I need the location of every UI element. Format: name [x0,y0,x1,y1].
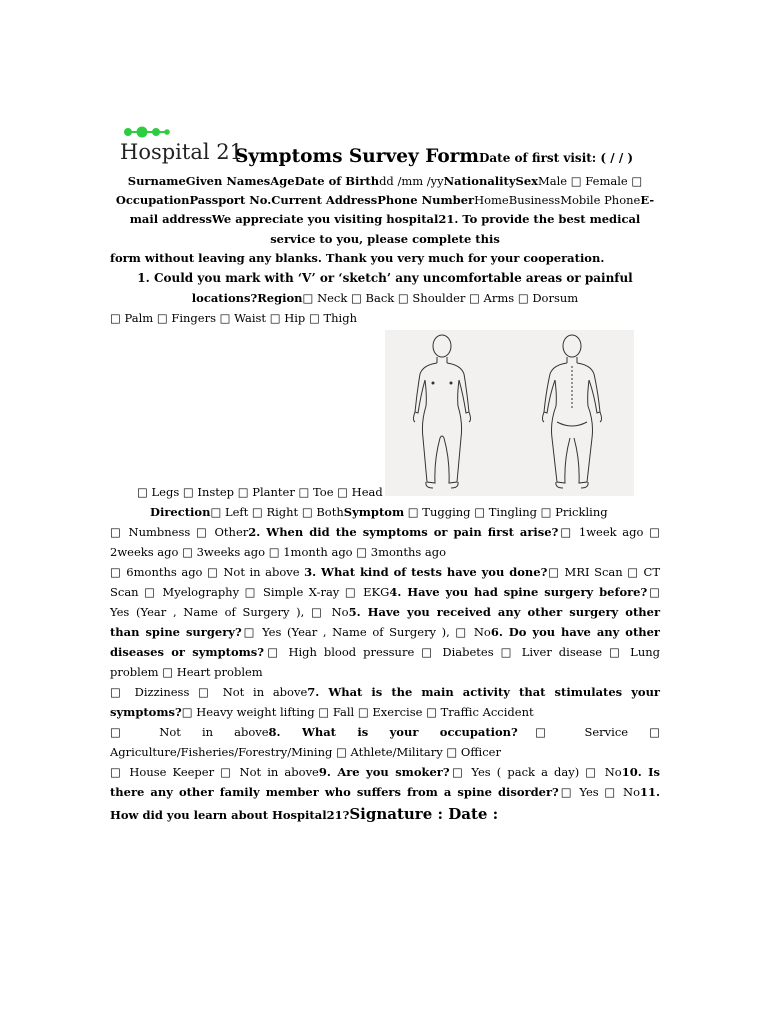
passport-label: Passport No. [189,193,272,207]
sex-options[interactable]: Male □ Female □ [538,174,643,188]
q10-options[interactable]: □ Yes □ No [558,785,640,799]
body-diagram[interactable] [385,330,634,496]
region-label: Region [257,291,303,305]
dob-format: dd /mm /yy [379,174,444,188]
intro-row-1 [0,211,770,227]
q4-row-1 [110,584,660,600]
q9-text: 9. Are you smoker? [318,765,450,779]
direction-options[interactable]: □ Left □ Right □ Both [210,505,344,519]
q8-options-a[interactable]: □ Service □ [517,725,660,739]
intro-row-2 [0,231,770,247]
q1-row-4 [137,484,383,500]
first-visit-date: Date of first visit: ( / / ) [479,151,634,165]
q6-text-a: 6. Do you have any other [490,625,660,639]
q9-options[interactable]: □ Yes ( pack a day) □ No [449,765,622,779]
page-title: Symptoms Survey Form [235,146,479,167]
q1-text-a: 1. Could you mark with ‘V’ or ‘sketch’ any uncomfortable areas or painful [137,271,633,285]
q7-row-2 [110,704,534,720]
q4-text: 4. Have you had spine surgery before? [389,585,648,599]
symptom-options-b[interactable]: □ Numbness □ Other [110,525,249,539]
email-label-a: E- [640,193,655,207]
q6-row-3 [110,664,263,680]
q1-row-3 [110,310,357,326]
q2-options-b[interactable]: 2weeks ago □ 3weeks ago □ 1month ago □ 3months ago [110,545,447,559]
q5-text-a: 5. Have you received any other surgery other [348,605,660,619]
q11-row [110,806,498,823]
q1-row-1 [0,270,770,286]
phone-types: HomeBusinessMobile Phone [474,193,641,207]
intro-row-3 [110,250,604,266]
dob-label: Date of Birth [294,174,380,188]
sex-label: Sex [515,174,538,188]
signature-date-label: Signature : Date : [349,805,499,823]
q10-text-b: there any other family member who suffers from a spine disorder? [110,785,559,799]
direction-label: Direction [150,505,211,519]
q8-options-b[interactable]: Agriculture/Fisheries/Forestry/Mining □ Athlete/Military □ Officer [110,745,501,759]
q2-row-1 [110,524,660,540]
q7-text-a: 7. What is the main activity that stimulates your [307,685,660,699]
q9-row-1 [110,764,660,780]
q4-options-b[interactable]: Yes (Year , Name of Surgery ), □ No [110,605,349,619]
q11-num: 11. [640,785,661,799]
q3-options-a[interactable]: □ MRI Scan □ CT [547,565,660,579]
logo-dots-icon [123,126,171,138]
region-options-a[interactable]: □ Neck □ Back □ Shoulder □ Arms □ Dorsum [302,291,579,305]
q5-options[interactable]: □ Yes (Year , Name of Surgery ), □ No [241,625,491,639]
q2-row-2 [110,544,446,560]
q1-text-b: locations? [191,291,258,305]
q8-text: 8. What is your occupation? [268,725,518,739]
hospital-logo [120,126,243,168]
q3-options-b[interactable]: Scan □ Myelography □ Simple X-ray □ EKG [110,585,390,599]
nationality-label: Nationality [443,174,516,188]
q3-text: 3. What kind of tests have you done? [304,565,548,579]
q7-text-b: symptoms? [110,705,182,719]
q8-row-1 [110,724,660,740]
q6-options-c[interactable]: □ Dizziness □ Not in above [110,685,308,699]
phone-label: Phone Number [377,193,475,207]
q10-text-a: 10. Is [621,765,660,779]
body-outline-icon [385,330,634,496]
q6-options-b[interactable]: problem □ Heart problem [110,665,263,679]
q8-options-c[interactable]: □ House Keeper □ Not in above [110,765,319,779]
personal-fields-row-2 [0,192,770,208]
symptom-label: Symptom [343,505,405,519]
q6-row-2 [110,644,660,660]
q7-options-b[interactable]: □ Not in above [110,725,269,739]
logo-text: Hospital 21 [120,140,243,164]
q6-text-b: diseases or symptoms? [110,645,264,659]
q2-options-c[interactable]: □ 6months ago □ Not in above [110,565,305,579]
q6-options-a[interactable]: □ High blood pressure □ Diabetes □ Liver disease □ Lung [264,645,660,659]
q1-row-5 [150,504,608,520]
q7-row-1 [110,684,660,700]
title-line [235,146,633,167]
q5-text-b: than spine surgery? [110,625,242,639]
occupation-label: Occupation [115,193,190,207]
q8-row-2 [110,744,501,760]
q4-options-a[interactable]: □ [647,585,660,599]
personal-fields-row-1 [0,173,770,189]
age-label: Age [270,174,295,188]
given-names-label: Given Names [185,174,271,188]
surname-label: Surname [127,174,186,188]
symptom-options-a[interactable]: □ Tugging □ Tingling □ Prickling [404,505,608,519]
region-options-b[interactable]: □ Palm □ Fingers □ Waist □ Hip □ Thigh [110,311,357,325]
email-label-b: mail address [129,212,212,226]
address-label: Current Address [271,193,378,207]
q2-options-a[interactable]: □ 1week ago □ [558,525,660,539]
region-options-c[interactable]: □ Legs □ Instep □ Planter □ Toe □ Head [137,485,383,499]
q1-row-2 [0,290,770,306]
q11-text: How did you learn about Hospital21? [110,808,350,822]
q3-row-1 [110,564,660,580]
q5-row-1 [110,604,660,620]
q6-row-1 [110,624,660,640]
q7-options-a[interactable]: □ Heavy weight lifting □ Fall □ Exercise □ Traffic Accident [181,705,534,719]
q10-row-2 [110,784,660,800]
intro-text-1: We appreciate you visiting hospital21. To provide the best medical [211,212,641,226]
q2-text: 2. When did the symptoms or pain first arise? [248,525,559,539]
intro-text-3: form without leaving any blanks. Thank you very much for your cooperation. [110,251,605,265]
intro-text-2: service to you, please complete this [270,232,500,246]
